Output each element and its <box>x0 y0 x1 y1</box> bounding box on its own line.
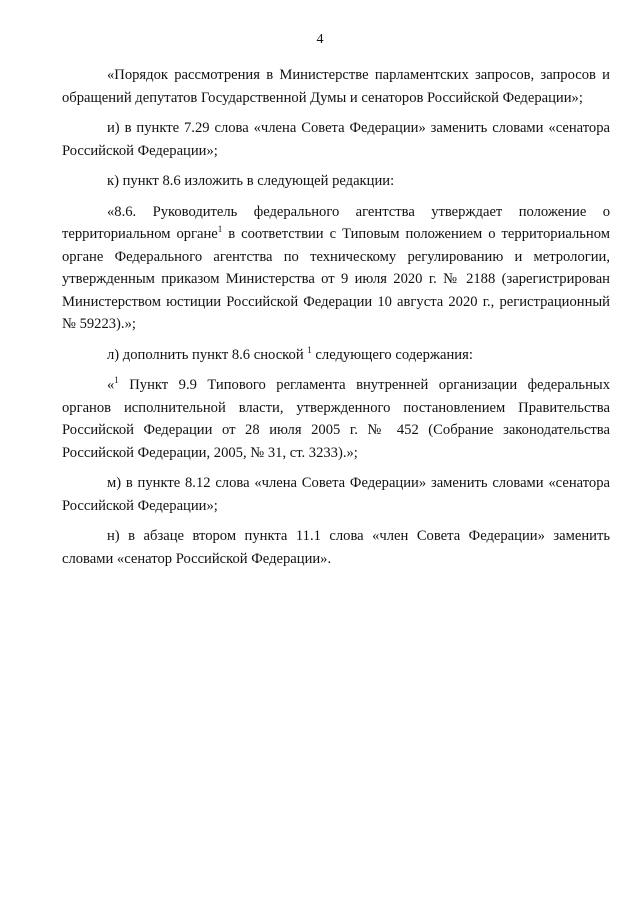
paragraph-item-i: и) в пункте 7.29 слова «члена Совета Федерации» заменить словами «сенатора Российской Федерации»; <box>62 120 610 159</box>
paragraph-item-l <box>62 344 610 367</box>
paragraph-procedure-title: «Порядок рассмотрения в Министерстве парламентских запросов, запросов и обращений депутатов Государственной Думы и сенаторов Российской Федерации»; <box>62 67 610 106</box>
page-number: 4 <box>316 32 324 47</box>
paragraph-item-n: н) в абзаце втором пункта 11.1 слова «член Совета Федерации» заменить словами «сенатор Российской Федерации». <box>62 528 610 567</box>
footnote-reference: 1 <box>307 344 312 355</box>
clause-8-6-text-end: в соответствии с Типовым положением о территориальном органе Федерального агентства по техническому регулированию и метрологии, утвержденным приказом Министерства от 9 июля 2020 г. № 2188 (зарегистрирован Министерством юстиции Российской Федерации 10 августа 2020 г., регистрационный № 59223).»; <box>62 226 610 332</box>
footnote-content: Пункт 9.9 Типового регламента внутренней организации федеральных органов исполнительной власти, утвержденного постановлением Правительства Российской Федерации от 28 июля 2005 г. № 452 (Собрание законодательства Российской Федерации, 2005, № 31, ст. 3233).»; <box>62 377 610 461</box>
footnote-reference: 1 <box>217 224 223 235</box>
paragraph-item-k: к) пункт 8.6 изложить в следующей редакции: <box>107 173 395 189</box>
paragraph-footnote-text <box>62 374 610 464</box>
item-l-text-start: л) дополнить пункт 8.6 сноской <box>107 346 308 363</box>
paragraph-clause-8-6 <box>62 201 610 336</box>
document-body <box>62 64 610 570</box>
clause-8-6-text-start: «8.6. Руководитель федерального агентства утверждает положение о территориальном органе <box>62 203 610 242</box>
paragraph-item-m: м) в пункте 8.12 слова «члена Совета Федерации» заменить словами «сенатора Российской Федерации»; <box>62 475 610 514</box>
item-l-text-end: следующего содержания: <box>311 346 473 363</box>
footnote-marker: 1 <box>114 375 119 386</box>
footnote-open-quote: « <box>107 377 115 393</box>
